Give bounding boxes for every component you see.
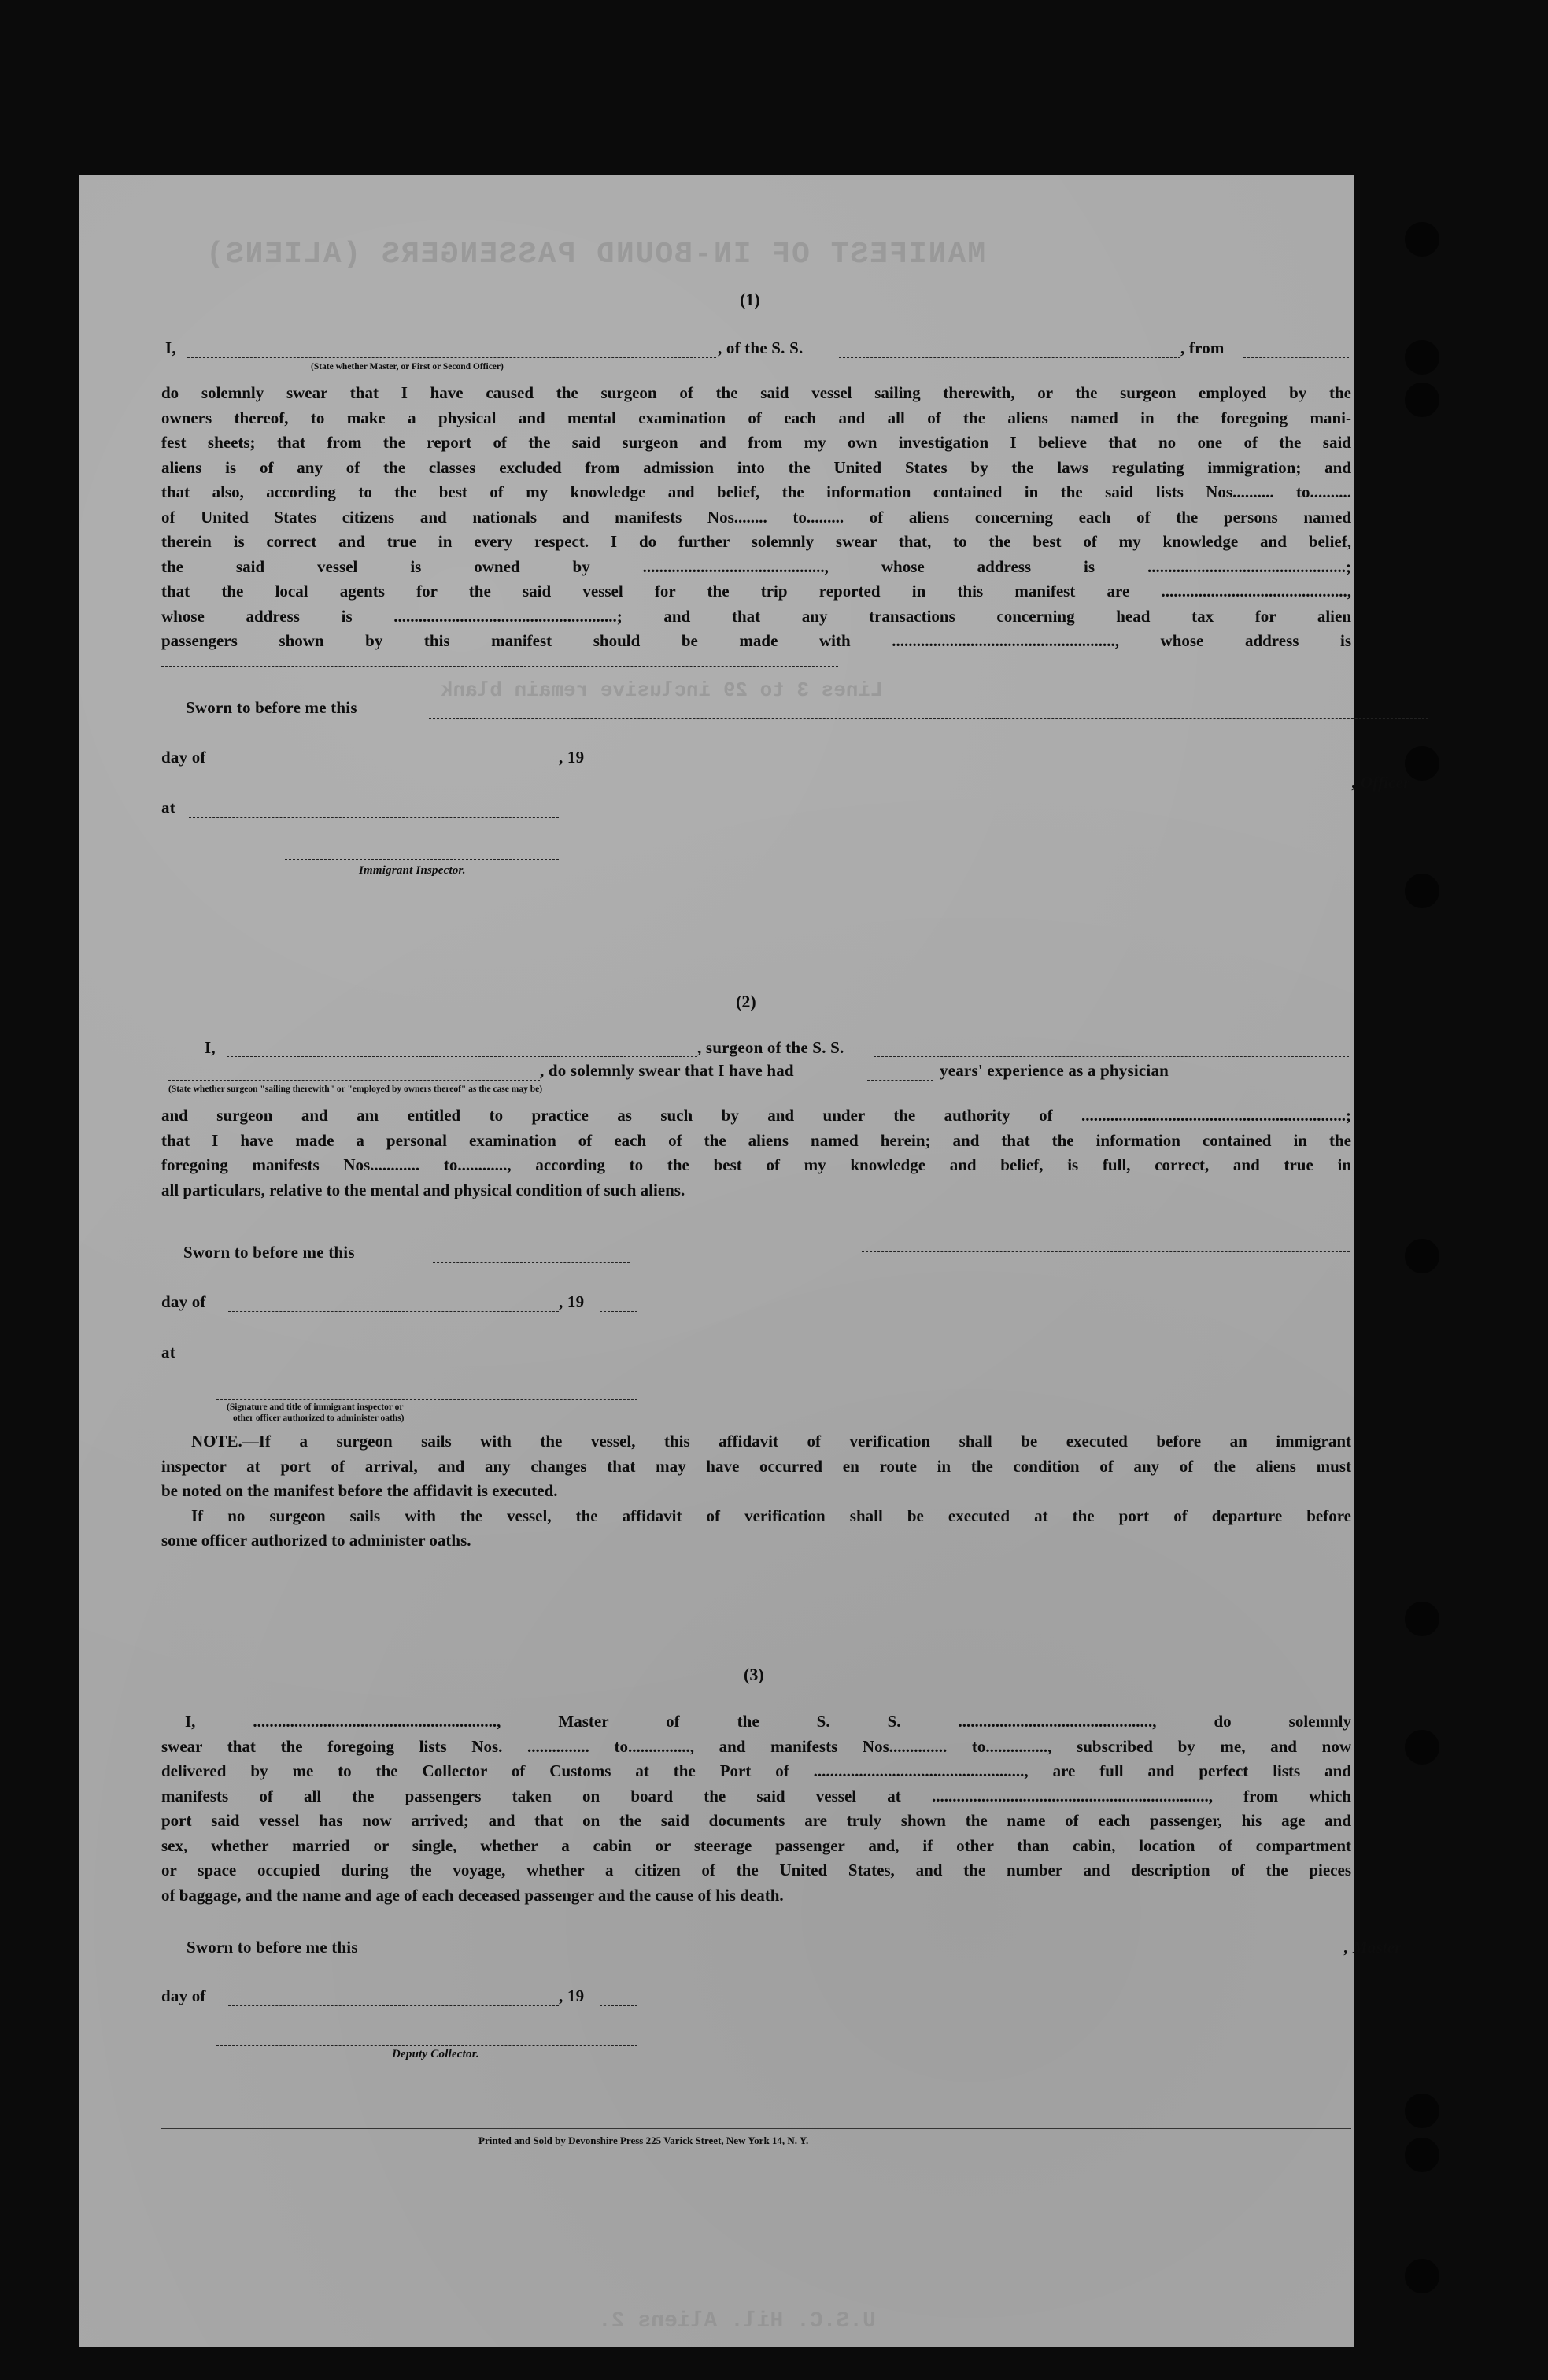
sworn-label-2: Sworn to before me this [183,1243,355,1262]
para-line: port said vessel has now arrived; and that on the said documents are truly shown the name of each passenger, his age and [161,1811,1351,1830]
year-field-3[interactable] [600,2005,637,2006]
para-line: fest sheets; that from the report of the said surgeon and from my own investigation I believe that no one of the said [161,433,1351,452]
day-of-label-2: day of [161,1292,206,1311]
from-port-field[interactable] [1243,357,1349,358]
punch-hole [1405,2259,1439,2293]
para-line: or space occupied during the voyage, whether a citizen of the United States, and the number and description of the pieces [161,1861,1351,1879]
years-field[interactable] [867,1080,933,1081]
sworn-label-3: Sworn to before me this [187,1938,358,1957]
para-line: that also, according to the best of my knowledge and belief, the information contained in the said lists Nos.......... to.......... [161,482,1351,501]
sworn-date-field-1[interactable] [429,718,1428,719]
punch-hole [1405,1602,1439,1636]
note-line: be noted on the manifest before the affidavit is executed. [161,1481,558,1500]
master-label: , Master [1344,1938,1402,1957]
at-label-2: at [161,1343,175,1362]
sworn-right-field-2[interactable] [862,1251,1350,1252]
para-line: sex, whether married or single, whether a cabin or steerage passenger and, if other than cabin, location of compartment [161,1835,1351,1855]
surgeon-of-label: , surgeon of the S. S. [697,1038,844,1057]
sworn-label-1: Sworn to before me this [186,698,357,717]
para-line: of baggage, and the name and age of each deceased passenger and the cause of his death. [161,1885,784,1905]
note-line: NOTE.—If a surgeon sails with the vessel, this affidavit of verification shall be executed before an immigrant [191,1432,1351,1451]
from-label: , from [1180,338,1225,357]
at-label-1: at [161,798,175,817]
para-line: whose address is ......................................................; and that any transactions concerning head tax for alien [161,606,1351,626]
at-field-1[interactable] [189,817,559,818]
solemnly-label: , do solemnly swear that I have had [540,1061,794,1080]
manifest-page [79,175,1410,2347]
deputy-collector-label: Deputy Collector. [392,2048,479,2060]
signature-note-1: (Signature and title of immigrant inspector or [227,1402,404,1412]
section-3-paragraph [161,1709,1351,1908]
day-of-label-3: day of [161,1986,206,2005]
signature-note-2: other officer authorized to administer oaths) [233,1414,405,1423]
years-label: years' experience as a physician [940,1061,1169,1080]
punch-hole [1405,1239,1439,1273]
punch-hole [1405,222,1439,257]
day-of-field-3[interactable] [228,2005,559,2006]
punch-hole [1405,1730,1439,1765]
signature-field-2[interactable] [216,1399,637,1400]
punch-hole [1405,2138,1439,2172]
surgeon-name-field[interactable] [227,1056,697,1057]
para-line: delivered by me to the Collector of Customs at the Port of ..................................................., are full and perfect lists and [161,1761,1351,1780]
year-label-2: , 19 [559,1292,585,1311]
day-of-label-1: day of [161,748,206,767]
section-1-paragraph [161,381,1351,654]
officer-name-field[interactable] [187,357,716,358]
year-field-2[interactable] [600,1311,637,1312]
para-line: swear that the foregoing lists Nos. ............... to..............., and manifests Nos.............. to..............., subscribed by me, and now [161,1736,1351,1756]
para-line: aliens is of any of the classes excluded from admission into the United States by the laws regulating immigration; and [161,457,1351,477]
para-line: foregoing manifests Nos............ to............, according to the best of my knowledge and belief, is full, correct, and true in [161,1155,1351,1174]
para-line: that the local agents for the said vessel for the trip reported in this manifest are ............................................., [161,582,1351,601]
surgeon-vessel-field[interactable] [874,1056,1349,1057]
para-line: manifests of all the passengers taken on board the said vessel at ..................................................................., from which [161,1786,1351,1805]
para-line: therein is correct and true in every respect. I do further solemnly swear that, to the best of my knowledge and belief, [161,532,1351,551]
immigrant-inspector-label: Immigrant Inspector. [359,864,466,877]
bleed-through-footer: U.S.C. Hil. Aliens 2. [598,2309,876,2334]
para-line: passengers shown by this manifest should be made with ......................................................, whose address is [161,631,1351,650]
para-line: of United States citizens and nationals and manifests Nos........ to......... of aliens concerning each of the persons named [161,507,1351,527]
section-2-i: I, [205,1038,216,1057]
section-2-number: (2) [736,992,756,1011]
vessel-name-field[interactable] [839,357,1180,358]
para-line: I, ..........................................................., Master of the S. S. ..............................................., do solemnly [185,1712,1351,1731]
officer-note: (State whether Master, or First or Second Officer) [311,362,504,371]
inspector-signature-field[interactable] [285,859,559,860]
note-paragraph [161,1429,1351,1554]
para-line: and surgeon and am entitled to practice as such by and under the authority of ................................................................; [161,1106,1351,1125]
bleed-through-lines: Lines 3 to 29 inclusive remain blank [441,678,883,702]
day-of-field-2[interactable] [228,1311,559,1312]
punch-hole [1405,874,1439,908]
note-line: some officer authorized to administer oaths. [161,1531,471,1550]
deputy-signature-field[interactable] [216,2045,637,2046]
surgeon-note: (State whether surgeon "sailing therewith" or "employed by owners thereof" as the case may be) [168,1085,543,1094]
year-label-1: , 19 [559,748,585,767]
bleed-through-header: MANIFEST OF IN-BOUND PASSENGERS (ALIENS) [205,238,986,272]
punch-hole [1405,2094,1439,2128]
year-label-3: , 19 [559,1986,585,2005]
section-3-number: (3) [744,1665,764,1684]
para-line: that I have made a personal examination of each of the aliens named herein; and that the information contained in the [161,1130,1351,1150]
officer-label: , Officer [1352,773,1410,792]
note-line: inspector at port of arrival, and any changes that may have occurred en route in the condition of any of the aliens must [161,1456,1351,1476]
note-line: If no surgeon sails with the vessel, the affidavit of verification shall be executed at the port of departure before [191,1506,1351,1525]
section-2-paragraph [161,1103,1351,1203]
head-tax-address-field[interactable] [161,666,838,667]
para-line: owners thereof, to make a physical and mental examination of each and all of the aliens named in the foregoing mani- [161,408,1351,427]
punch-hole [1405,340,1439,375]
punch-hole [1405,382,1439,417]
para-line: do solemnly swear that I have caused the surgeon of the said vessel sailing therewith, or the surgeon employed by the [161,383,1351,402]
footer-rule [161,2128,1351,2129]
of-the-ss-label: , of the S. S. [718,338,804,357]
surgeon-status-field[interactable] [168,1080,540,1081]
section-1-number: (1) [740,290,760,309]
para-line: all particulars, relative to the mental and physical condition of such aliens. [161,1180,685,1199]
section-1-i: I, [165,338,176,357]
sworn-date-field-2[interactable] [433,1262,630,1263]
para-line: the said vessel is owned by ............................................, whose address is ................................................; [161,556,1351,576]
printer-imprint: Printed and Sold by Devonshire Press 225 Varick Street, New York 14, N. Y. [478,2134,809,2146]
